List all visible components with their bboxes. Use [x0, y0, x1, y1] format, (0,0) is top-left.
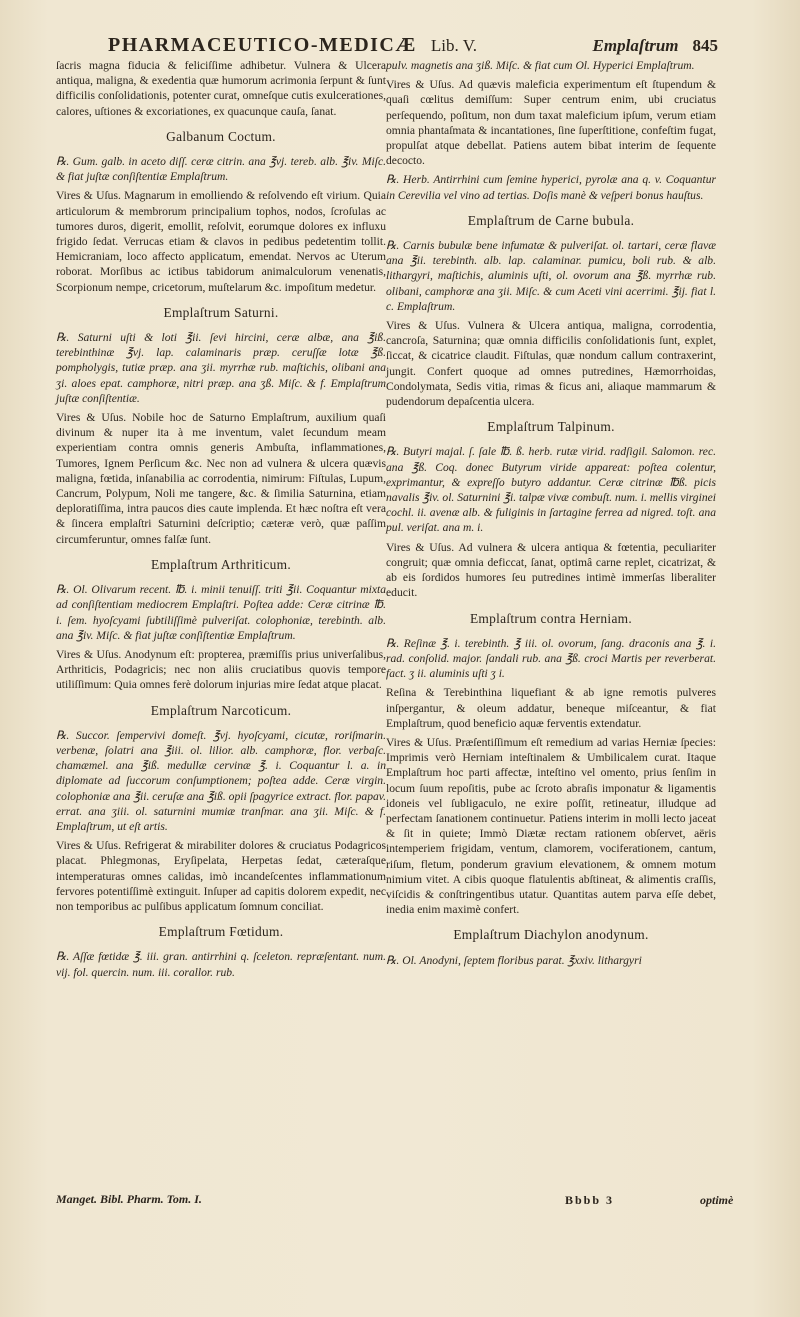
- section-heading: Emplaſtrum Fœtidum.: [158, 924, 284, 940]
- text-paragraph: Vires & Uſus. Anodynum eſt: propterea, præmiſſis prius univerſalibus, Arthriticis, Podagricis; nec non aliis cruciatibus quovis tempore utiliſſimum: Quia omnes ferè dolorum injurias mire ſedat atque placat.: [56, 647, 386, 692]
- recipe-paragraph: ℞. Gum. galb. in aceto diſſ. ceræ citrin. ana ℥vj. tereb. alb. ℥iv. Miſc. & fiat juſtæ conſiſtentiæ Emplaſtrum.: [56, 155, 386, 184]
- text-paragraph: Vires & Uſus. Magnarum in emolliendo & reſolvendo eſt virium. Quia articulorum & membrorum principalium tophos, nodos, ſcroſulas ac tumores duros, digerit, emollit, reſolvit, eorumque dolores ex influxu frigido ſedat. Verrucas etiam & clavos in pedibus pedetentim tollit. Hemicraniam, loco affecto applicatum, emendat. Nervos ac Uterum roborat. Morſibus ac ictibus tabidorum animalculorum venenatis, Scorpionum nempe, cricetorum, muſtelarum &c. impoſitum medetur.: [56, 189, 386, 294]
- text-paragraph: Vires & Uſus. Nobile hoc de Saturno Emplaſtrum, auxilium quaſi divinum & nuper ita à me inventum, valet ſecundum meam experientiam contra omnis generis Ambuſta, inflammationes, Tumores, Ignem Perſicum &c. Nec non ad vulnera & ulcera quævis maligna, fœtida, inſanabilia ac corrodentia, nimirum: Fiſtulas, Lupum, Cancrum, Polypum, Noli me tangere, &c. & ſimilia Saturnina, etiam deploratiſſima, intra paucos dies caute implenda. Et hæc noſtra eſt vera & ſincera emplaſtri Saturnini deſcriptio; cæteræ verò, quæ paſſim circumferuntur, omnes falſæ ſunt.: [56, 411, 386, 546]
- recipe-paragraph: ℞. Aſſæ fœtidæ ℥. iii. gran. antirrhini q. ſceleton. repræſentant. num. vij. fol. quercin. num. iii. corallor. rub.: [56, 950, 386, 979]
- catchword: optimè: [700, 1193, 734, 1207]
- left-column: [56, 58, 386, 984]
- section-heading: Emplaſtrum Arthriticum.: [150, 556, 292, 572]
- section-heading: Emplaſtrum Diachylon anodynum.: [453, 927, 649, 943]
- recipe-paragraph: pulv. magnetis ana ʒiß. Miſc. & fiat cum Ol. Hyperici Emplaſtrum.: [386, 59, 695, 72]
- recipe-paragraph: ℞. Carnis bubulæ bene infumatæ & pulveriſat. ol. tartari, ceræ flavæ ana ℥ii. terebinth. alb. lap. calaminar. pumicu, boli rub. & alb. lithargyri, maſtichis, aluminis uſti, ol. ovorum ana ℥ß. myrrhæ rub. olibani, camphoræ ana ʒii. Miſc. & cum Aceti vini acerrimi. ℥ij. fiat l. c. Emplaſtrum.: [386, 239, 716, 313]
- running-head-subject: Emplaſtrum: [592, 36, 679, 55]
- footer-note: Manget. Bibl. Pharm. Tom. I.: [56, 1192, 202, 1206]
- recipe-paragraph: ℞. Reſinæ ℥. i. terebinth. ℥ iii. ol. ovorum, ſang. draconis ana ℥. i. rad. conſolid. major. ſandali rub. ana ℥ß. croci Martis per reverberat. fact. ʒ ii. aluminis uſti ʒ i.: [386, 636, 716, 681]
- running-head-book: Lib. V.: [430, 36, 478, 55]
- section-heading: Emplaſtrum Saturni.: [163, 304, 279, 320]
- recipe-paragraph: ℞. Butyri majal. ſ. ſale ℔. ß. herb. rutæ virid. radſigil. Salomon. rec. ana ℥ß. Coq. donec Butyrum viride appareat: poſtea colentur, exprimantur, & expreſſo butyro addantur. Ceræ citrinæ ℔ß. picis navalis ℥iv. ol. Saturnini ℥i. talpæ vivæ combuſt. num. i. mellis virginei cochl. ii. avenæ alb. & fuliginis in ſartagine ferrea ad nigred. toſt. ana pul. veriſat. ana m. i.: [386, 445, 716, 535]
- text-paragraph: Reſina & Terebinthina liquefiant & ab igne remotis pulveres inſpergantur, & oleum addatur, beneque miſceantur, & fiat Emplaſtrum, quod beneficio aquæ ferventis extendatur.: [386, 686, 716, 730]
- text-paragraph: Vires & Uſus. Refrigerat & mirabiliter dolores & cruciatus Podagricos placat. Phlegmonas, Eryſipelata, Herpetas ſedat, cæteraſque intemperaturas omnes calidas, imò incandeſcentes inflammationum fervores potentiſſimè extinguit. Inſuper ad capitis dolorem expedit, nec non temporibus ac pulſibus applicatum ſomnum conciliat.: [56, 839, 386, 913]
- text-paragraph: Vires & Uſus. Ad quævis maleficia experimentum eſt ſtupendum & quaſi cœlitus demiſſum: Super centrum enim, ubi cruciatus perſequendo, poſitum, non dum taxat maleficium ipſum, verum etiam omnia phantaſmata & incantationes, ſine ſuperſtitione, confeſtim fugat, propulſat atque debellat. Patiens autem bibat interim de ſequente decocto.: [386, 78, 716, 168]
- recipe-paragraph: ℞. Saturni uſti & loti ℥ii. ſevi hircini, ceræ albæ, ana ℥iß. terebinthinæ ℥vj. lap. calaminaris præp. ceruſſæ lotæ ℥ß. pompholygis, tutiæ præp. ana ʒii. myrrhæ rub. maſtichis, olibani ana ʒi. aloes epat. camphoræ, nitri præp. ana ʒß. Miſc. & f. Emplaſtrum juſtæ conſiſtentiæ.: [56, 331, 386, 405]
- signature-mark: Bbbb 3: [565, 1193, 615, 1207]
- text-paragraph: Vires & Uſus. Præſentiſſimum eſt remedium ad varias Herniæ ſpecies: Imprimis verò Herniam inteſtinalem & Umbilicalem curat. Itaque Emplaſtrum hoc parti affectæ, inteſtino vel omento, prius ſenſim in locum ſuum repoſitis, pube ac ſcroto abraſis imponatur & ligamentis idoneis vel ſubligaculo, ne exire poſſit, retineatur, illudque ad perfectam ſanationem continuetur. Patiens interim in molli lecto jaceat & ſit in quiete; Immò Diætæ rectam rationem obſervet, aëris intemperiem frigidam, ventum, clamorem, vociferationem, cantum, riſum, fletum, ponderum gravium elevationem, & omnem motum nimium vitet. A cibis quoque flatulentis abſtineat, & alimentis craſſis, viſcidis & conſtringentibus utatur. Quantitas autem parva eſſe debet, inedia enim maximè confert.: [386, 735, 716, 917]
- section-heading: Emplaſtrum contra Herniam.: [469, 610, 633, 626]
- recipe-paragraph: ℞. Succor. ſempervivi domeſt. ℥vj. hyoſcyami, cicutæ, roriſmarin. verbenæ, ſolatri ana ℥iii. ol. lilior. alb. camphoræ, flor. verbaſc. chamæmel. ana ℥iß. medullæ cervinæ ℥. i. Coquantur l. a. in diplomate ad ſuccorum conſumptionem; poſtea adde. Ceræ virgin. colophoniæ ana ℥ii. ceruſæ ana ℥iß. opii ſpagyrice extract. flor. papav. errat. ana ʒiii. ol. saturnini mumiæ tranſmar. ana ʒii. Miſc. & f. Emplaſtrum, ut eſt artis.: [56, 728, 386, 833]
- text-paragraph: ſacris magna fiducia & feliciſſime adhibetur. Vulnera & Ulcera antiqua, maligna, & exedentia quæ humorum acrimonia ſerpunt & ſunt difficilis conſolidationis, potenter curat, omneſque cutis exulcerationes, calores, uſtiones & excoriationes, ex quacunque cauſa, ſanat.: [56, 59, 386, 118]
- running-head-title: PHARMACEUTICO-MEDICÆ: [108, 34, 417, 56]
- recipe-paragraph: ℞. Ol. Anodyni, ſeptem floribus parat. ℥xxiv. lithargyri: [386, 953, 642, 967]
- section-heading: Galbanum Coctum.: [166, 128, 276, 144]
- running-head: [108, 34, 718, 60]
- section-heading: Emplaſtrum de Carne bubula.: [467, 212, 635, 228]
- recipe-paragraph: ℞. Ol. Olivarum recent. ℔. i. minii tenuiſſ. triti ℥ii. Coquantur mixta ad conſiſtentiam mediocrem Emplaſtri. Poſtea adde: Ceræ citrinæ ℔. i. ſem. hyoſcyami ſubtiliſſimè pulveriſat. colophoniæ, terebinth. alb. ana ℥iv. Miſc. & fiat juſtæ conſiſtentiæ Emplaſtrum.: [56, 583, 386, 642]
- text-paragraph: Vires & Uſus. Ad vulnera & ulcera antiqua & fœtentia, peculiariter congruit; quæ omnia deficcat, ſanat, optimâ carne replet, cicatrizat, & ab eis ſordidos humores ſeu putredines intimè immerſas liberaliter educit.: [386, 540, 716, 600]
- section-heading: Emplaſtrum Talpinum.: [487, 419, 615, 435]
- recipe-paragraph: ℞. Herb. Antirrhini cum ſemine hyperici, pyrolæ ana q. v. Coquantur in Cerevilia vel vino ad tertias. Doſis manè & veſperi bonus hauſtus.: [386, 173, 716, 202]
- right-column: [386, 58, 716, 972]
- page-number: 845: [692, 36, 718, 55]
- text-paragraph: Vires & Uſus. Vulnera & Ulcera antiqua, maligna, corrodentia, cancroſa, Saturnina; quæ omnia difficilis conſolidationis ſunt, explet, ſiccat, & cicatrice claudit. Fiſtulas, quæ nondum callum contraxerint, jungit. Confert quoque ad omnes putredines, Hæmorrhoidas, Condolymata, Sedis vitia, rimas & ficus ani, aliaque mammarum & pudendorum depaſcentia ulcera.: [386, 319, 716, 409]
- section-heading: Emplaſtrum Narcoticum.: [150, 702, 292, 718]
